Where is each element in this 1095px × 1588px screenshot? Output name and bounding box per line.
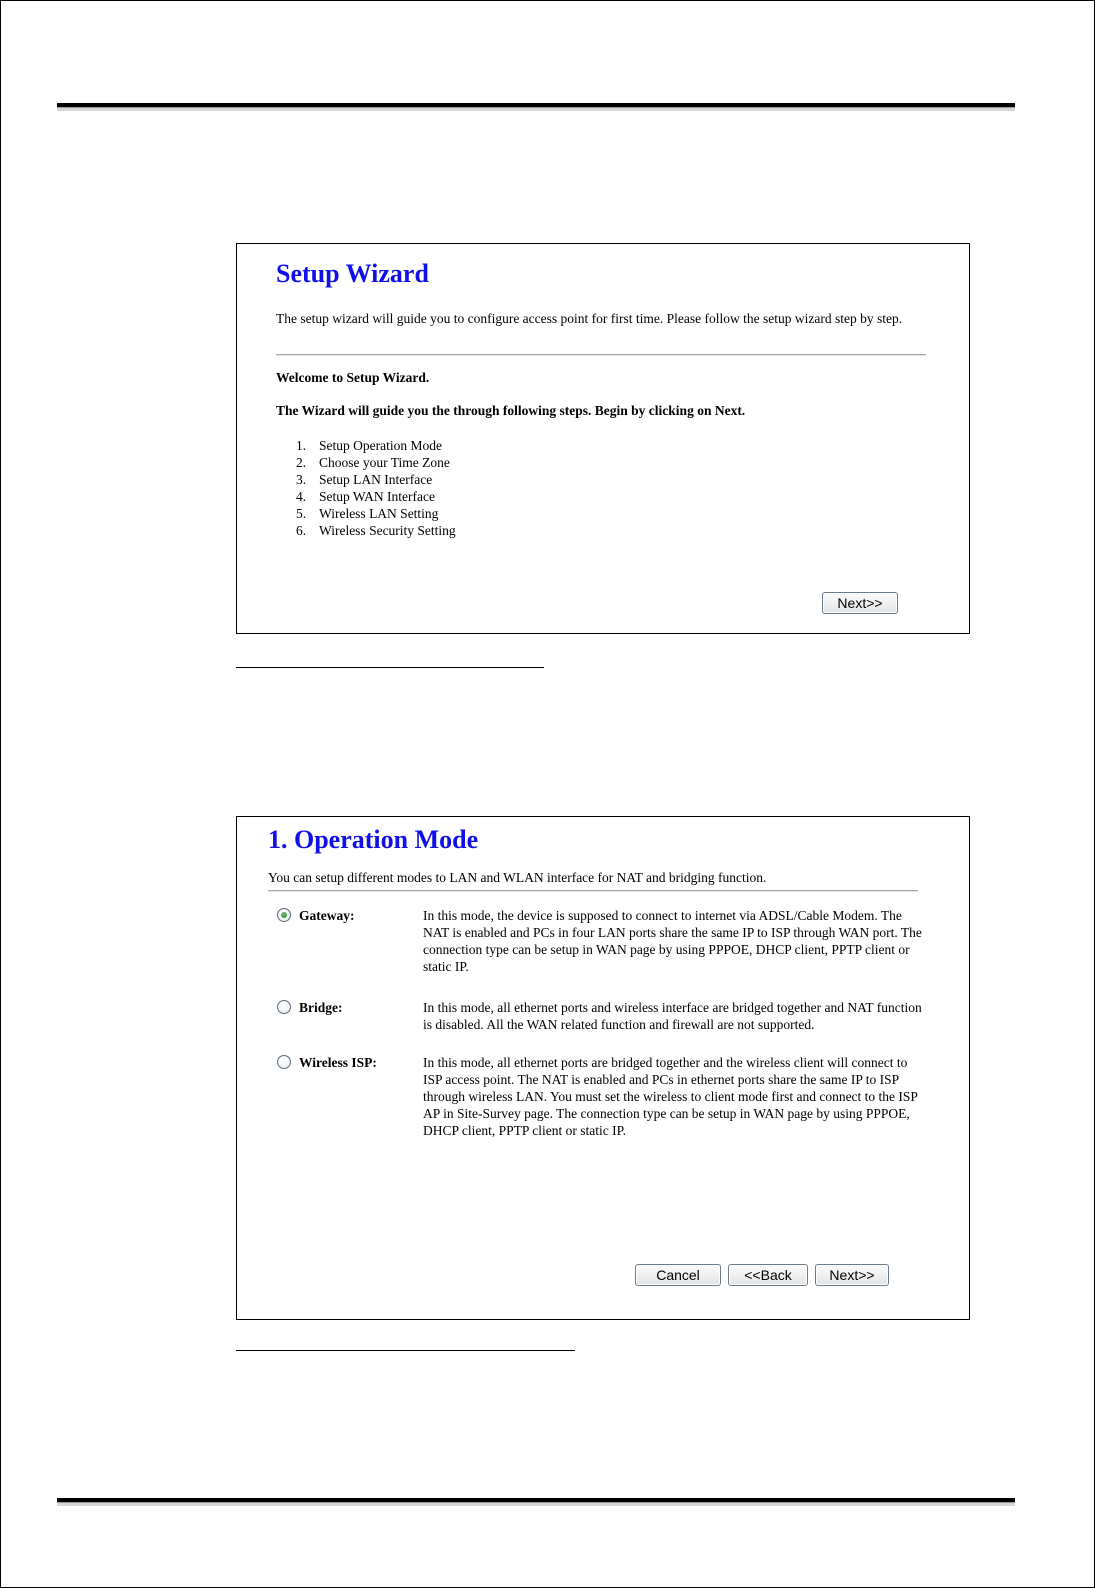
list-item xyxy=(296,471,456,488)
step-number: 2. xyxy=(296,455,307,470)
list-item xyxy=(296,437,456,454)
mode-label-gateway: Gateway: xyxy=(299,908,355,923)
list-item xyxy=(296,454,456,471)
welcome-heading: Welcome to Setup Wizard. xyxy=(276,370,430,385)
setup-wizard-screenshot xyxy=(236,243,970,634)
radio-selected-dot xyxy=(281,912,287,918)
radio-button-selected[interactable] xyxy=(277,908,291,922)
mode-label-bridge: Bridge: xyxy=(299,1000,343,1015)
header-rule xyxy=(57,103,1015,111)
radio-button[interactable] xyxy=(277,1055,291,1069)
step-label: Setup LAN Interface xyxy=(319,472,433,487)
step-label: Wireless Security Setting xyxy=(319,523,456,538)
caption-line xyxy=(236,667,544,668)
caption-line xyxy=(236,1350,575,1351)
list-item xyxy=(296,488,456,505)
setup-wizard-title: Setup Wizard xyxy=(276,259,429,288)
divider xyxy=(268,890,918,892)
step-label: Wireless LAN Setting xyxy=(319,506,439,521)
step-number: 1. xyxy=(296,438,307,453)
operation-mode-title: 1. Operation Mode xyxy=(268,825,479,854)
step-label: Setup Operation Mode xyxy=(319,438,442,453)
next-button[interactable]: Next>> xyxy=(815,1264,889,1286)
step-number: 3. xyxy=(296,472,307,487)
back-button[interactable]: <<Back xyxy=(728,1264,808,1286)
step-number: 4. xyxy=(296,489,307,504)
cancel-button[interactable]: Cancel xyxy=(635,1264,721,1286)
setup-wizard-intro: The setup wizard will guide you to configure access point for first time. Please follow the setup wizard step by step. xyxy=(276,311,903,326)
mode-label-wireless-isp: Wireless ISP: xyxy=(299,1055,377,1070)
wizard-guide-text: The Wizard will guide you the through following steps. Begin by clicking on Next. xyxy=(276,403,746,418)
radio-button[interactable] xyxy=(277,1000,291,1014)
divider xyxy=(276,354,926,356)
next-button[interactable]: Next>> xyxy=(822,592,898,614)
step-label: Choose your Time Zone xyxy=(319,455,450,470)
step-label: Setup WAN Interface xyxy=(319,489,435,504)
footer-rule xyxy=(57,1498,1015,1506)
mode-description-wireless-isp: In this mode, all ethernet ports are bridged together and the wireless client will connect to ISP access point. The NAT is enabled and PCs in ethernet ports share the same IP to ISP through wireless LAN. You must set the wireless to client mode first and connect to the ISP AP in Site-Survey page. The connection type can be setup in WAN page by using PPPOE, DHCP client, PPTP client or static IP. xyxy=(423,1055,918,1138)
operation-mode-screenshot xyxy=(236,816,970,1320)
wizard-steps-list xyxy=(296,437,456,539)
mode-description-gateway: In this mode, the device is supposed to connect to internet via ADSL/Cable Modem. The NAT is enabled and PCs in four LAN ports share the same IP to ISP through WAN port. The connection type can be setup in WAN page by using PPPOE, DHCP client, PPTP client or static IP. xyxy=(423,908,922,974)
operation-mode-intro: You can setup different modes to LAN and WLAN interface for NAT and bridging function. xyxy=(268,870,767,885)
step-number: 5. xyxy=(296,506,307,521)
step-number: 6. xyxy=(296,523,307,538)
list-item xyxy=(296,505,456,522)
list-item xyxy=(296,522,456,539)
mode-description-bridge: In this mode, all ethernet ports and wireless interface are bridged together and NAT function is disabled. All the WAN related function and firewall are not supported. xyxy=(423,1000,922,1032)
